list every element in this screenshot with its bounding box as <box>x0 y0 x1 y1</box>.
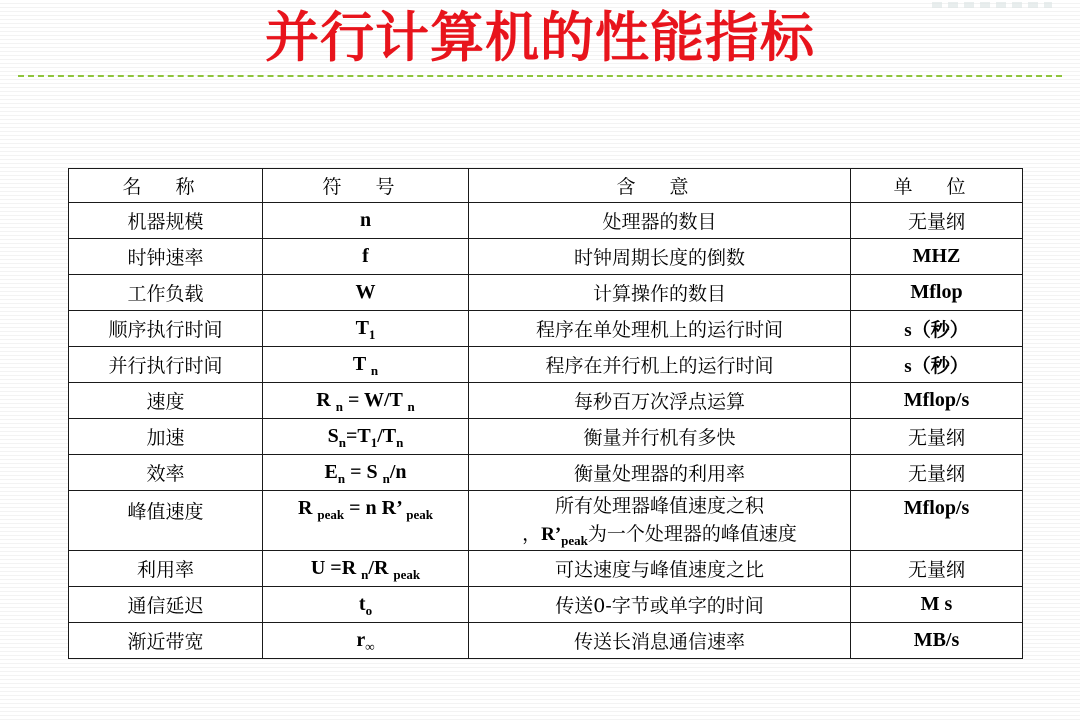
metric-meaning: 每秒百万次浮点运算 <box>469 383 851 419</box>
table-row <box>69 239 1023 275</box>
table-row <box>69 623 1023 659</box>
metric-symbol: f <box>263 239 469 275</box>
metric-name: 加速 <box>69 419 263 455</box>
table-row <box>69 383 1023 419</box>
table-header-row <box>69 169 1023 203</box>
metric-meaning: 计算操作的数目 <box>469 275 851 311</box>
table-row <box>69 311 1023 347</box>
metric-meaning: 传送长消息通信速率 <box>469 623 851 659</box>
title-divider <box>18 75 1062 77</box>
metric-unit: MHZ <box>851 239 1023 275</box>
symbol-main: T <box>352 353 371 375</box>
metric-unit <box>851 347 1023 383</box>
metric-unit <box>851 311 1023 347</box>
symbol-part: E <box>324 461 338 483</box>
symbol-subscript: n <box>335 399 343 414</box>
unit-text: s（秒） <box>904 356 969 377</box>
symbol-part: = S <box>345 461 383 483</box>
metric-meaning <box>469 491 851 551</box>
meaning-line <box>473 520 846 549</box>
meaning-symbol: R’ <box>541 524 562 545</box>
symbol-subscript: 1 <box>370 435 378 450</box>
symbol-subscript: n <box>337 471 346 486</box>
metric-meaning: 时钟周期长度的倒数 <box>469 239 851 275</box>
metric-symbol <box>263 347 469 383</box>
metric-name: 峰值速度 <box>69 491 263 551</box>
symbol-subscript: n <box>407 399 415 414</box>
metric-symbol: W <box>263 275 469 311</box>
table-row <box>69 203 1023 239</box>
meaning-line: 所有处理器峰值速度之积 <box>554 495 764 517</box>
metric-symbol <box>263 491 469 551</box>
metric-name: 通信延迟 <box>69 587 263 623</box>
header-meaning: 含 意 <box>469 169 851 203</box>
meaning-text: 传送0-字节或单字的时间 <box>555 595 764 617</box>
symbol-part: U =R <box>310 557 362 579</box>
symbol-part: /T <box>377 425 397 447</box>
performance-metrics-table <box>68 168 1023 659</box>
metric-meaning: 程序在并行机上的运行时间 <box>469 347 851 383</box>
metric-meaning: 衡量处理器的利用率 <box>469 455 851 491</box>
meaning-rest: 为一个处理器的峰值速度 <box>587 523 797 545</box>
meaning-subscript: peak <box>561 533 588 548</box>
symbol-main: t <box>358 593 366 615</box>
symbol-subscript: peak <box>393 567 421 582</box>
metric-name: 渐近带宽 <box>69 623 263 659</box>
table-row <box>69 491 1023 551</box>
symbol-subscript: ∞ <box>365 639 375 654</box>
metric-symbol <box>263 551 469 587</box>
metric-name: 工作负载 <box>69 275 263 311</box>
table-row <box>69 455 1023 491</box>
symbol-subscript: n <box>338 435 346 450</box>
symbol-part: /n <box>389 461 407 483</box>
table-row <box>69 551 1023 587</box>
symbol-part: =T <box>345 425 371 447</box>
symbol-part: R <box>316 389 336 411</box>
table-row <box>69 275 1023 311</box>
symbol-subscript: n <box>370 363 379 378</box>
metric-symbol <box>263 419 469 455</box>
metric-unit: 无量纲 <box>851 419 1023 455</box>
metric-name: 机器规模 <box>69 203 263 239</box>
metric-name: 时钟速率 <box>69 239 263 275</box>
symbol-subscript: 1 <box>368 327 376 342</box>
table-row <box>69 419 1023 455</box>
metric-symbol <box>263 587 469 623</box>
symbol-subscript: peak <box>406 507 434 522</box>
header-unit: 单 位 <box>851 169 1023 203</box>
metric-unit: M s <box>851 587 1023 623</box>
metric-unit: MB/s <box>851 623 1023 659</box>
metric-name: 效率 <box>69 455 263 491</box>
symbol-subscript: peak <box>317 507 345 522</box>
metric-unit: Mflop/s <box>851 491 1023 551</box>
metric-symbol <box>263 311 469 347</box>
symbol-part: R <box>297 497 318 519</box>
header-name: 名 称 <box>69 169 263 203</box>
symbol-part: = W/T <box>342 389 408 411</box>
unit-text: s（秒） <box>904 320 969 341</box>
metric-name: 并行执行时间 <box>69 347 263 383</box>
header-symbol: 符 号 <box>263 169 469 203</box>
metric-unit: 无量纲 <box>851 551 1023 587</box>
symbol-subscript: o <box>365 603 373 618</box>
metric-name: 顺序执行时间 <box>69 311 263 347</box>
symbol-subscript: n <box>382 471 390 486</box>
symbol-subscript: n <box>396 435 404 450</box>
symbol-main: T <box>355 317 369 339</box>
metric-meaning: 处理器的数目 <box>469 203 851 239</box>
metric-symbol: n <box>263 203 469 239</box>
slide-title: 并行计算机的性能指标 <box>265 6 815 69</box>
meaning-prefix: ， <box>522 523 542 545</box>
table-row <box>69 347 1023 383</box>
metric-meaning: 可达速度与峰值速度之比 <box>469 551 851 587</box>
symbol-part: /R <box>368 557 394 579</box>
symbol-main: r <box>356 629 366 651</box>
metric-symbol <box>263 455 469 491</box>
metric-meaning <box>469 587 851 623</box>
metric-name: 速度 <box>69 383 263 419</box>
metric-unit: 无量纲 <box>851 455 1023 491</box>
metric-unit: Mflop/s <box>851 383 1023 419</box>
symbol-part: = n R’ <box>344 497 407 519</box>
symbol-subscript: n <box>361 567 369 582</box>
metric-symbol <box>263 623 469 659</box>
metric-symbol <box>263 383 469 419</box>
metric-unit: 无量纲 <box>851 203 1023 239</box>
metric-meaning: 程序在单处理机上的运行时间 <box>469 311 851 347</box>
table-row <box>69 587 1023 623</box>
metric-name: 利用率 <box>69 551 263 587</box>
metric-unit: Mflop <box>851 275 1023 311</box>
metric-meaning: 衡量并行机有多快 <box>469 419 851 455</box>
symbol-part: S <box>327 425 339 447</box>
